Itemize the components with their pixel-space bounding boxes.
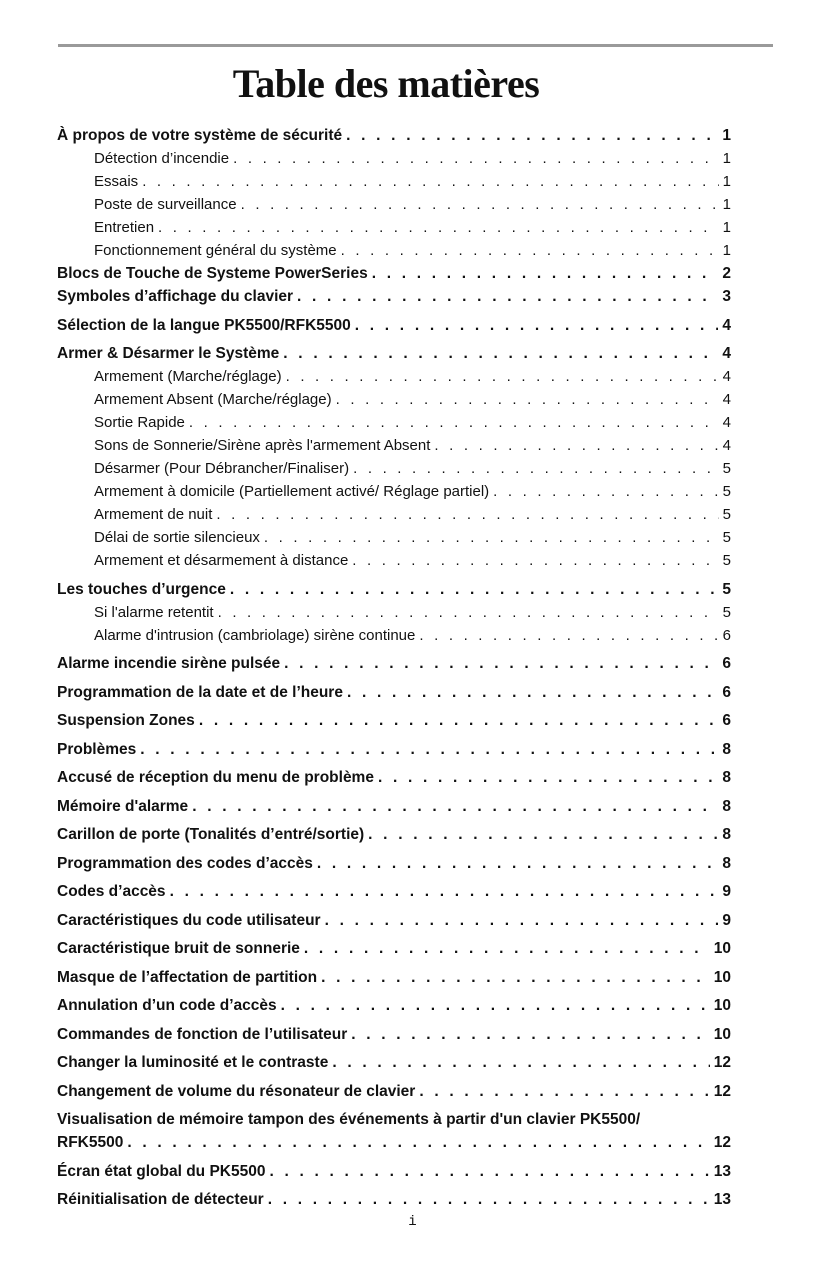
toc-entry[interactable]: [57, 738, 731, 761]
toc-entry-title: Caractéristique bruit de sonnerie: [57, 940, 300, 957]
toc-entry-wrapped[interactable]: [57, 1108, 731, 1154]
toc-entry[interactable]: [57, 1023, 731, 1046]
toc-leader-dots: [304, 937, 710, 960]
toc-entry-title: Alarme incendie sirène pulsée: [57, 655, 281, 672]
toc-leader-dots: [269, 1160, 709, 1183]
toc-leader-dots: [346, 124, 718, 147]
toc-entry-page: 12: [713, 1054, 731, 1071]
toc-entry[interactable]: [57, 1051, 731, 1074]
toc-leader-dots: [127, 1131, 709, 1154]
toc-entry[interactable]: [57, 601, 731, 624]
toc-entry-title: Programmation des codes d’accès: [57, 854, 313, 872]
toc-entry[interactable]: [57, 766, 731, 789]
toc-leader-dots: [368, 823, 718, 846]
toc-leader-dots: [325, 909, 719, 932]
toc-entry-page: 8: [722, 826, 731, 843]
toc-entry[interactable]: [57, 239, 731, 262]
toc-leader-dots: [199, 709, 719, 732]
toc-entry-page: 4: [722, 414, 731, 431]
toc-entry-title: Annulation d’un code d’accès: [57, 997, 277, 1014]
toc-entry-title: Poste de surveillance: [94, 196, 237, 213]
toc-entry-title: Entretien: [94, 219, 155, 236]
toc-leader-dots: [216, 503, 718, 526]
toc-entry-title: Programmation de la date et de l’heure: [57, 683, 343, 701]
toc-leader-dots: [189, 411, 719, 434]
page-number: i: [408, 1214, 417, 1230]
page-title: Table des matières: [232, 61, 540, 106]
toc-entry[interactable]: [57, 170, 731, 193]
toc-leader-dots: [233, 147, 719, 170]
toc-leader-dots: [264, 526, 719, 549]
toc-entry-page: 5: [722, 483, 731, 500]
toc-entry-page: 4: [722, 316, 731, 334]
toc-leader-dots: [283, 342, 718, 365]
toc-entry-page: 10: [713, 1025, 731, 1043]
toc-leader-dots: [218, 601, 719, 624]
toc-entry-page: 12: [713, 1134, 731, 1151]
toc-leader-dots: [170, 880, 719, 903]
toc-entry-title: Armement (Marche/réglage): [94, 368, 282, 385]
toc-entry-page: 8: [722, 797, 731, 815]
toc-entry-title-line1: Visualisation de mémoire tampon des événements à partir d'un clavier PK5500/: [57, 1111, 641, 1128]
toc-entry-title-line2: RFK5500: [57, 1134, 124, 1151]
toc-leader-dots: [419, 624, 718, 647]
toc-entry-page: 9: [722, 911, 731, 929]
toc-entry[interactable]: [57, 285, 731, 308]
toc-entry-page: 5: [722, 552, 731, 569]
toc-entry-page: 4: [722, 391, 731, 408]
toc-entry[interactable]: [57, 966, 731, 989]
toc-entry-page: 1: [722, 150, 731, 167]
toc-entry[interactable]: [57, 262, 731, 285]
toc-entry-title: Si l'alarme retentit: [94, 603, 214, 621]
toc-leader-dots: [317, 852, 719, 875]
toc-entry-page: 10: [713, 968, 731, 986]
toc-leader-dots: [353, 457, 719, 480]
toc-leader-dots: [297, 285, 718, 308]
toc-leader-dots: [351, 1023, 710, 1046]
toc-entry-page: 6: [722, 626, 731, 644]
toc-entry-title: Armement à domicile (Partiellement activé/ Réglage partiel): [94, 483, 490, 500]
toc-entry-page: 8: [722, 740, 731, 758]
toc-entry-title: Alarme d'intrusion (cambriolage) sirène continue: [94, 626, 416, 644]
toc-entry-page: 1: [722, 127, 731, 144]
toc-leader-dots: [241, 193, 719, 216]
toc-leader-dots: [347, 681, 718, 704]
toc-leader-dots: [352, 549, 718, 572]
toc-entry[interactable]: [57, 124, 731, 147]
toc-leader-dots: [355, 314, 719, 337]
toc-entry[interactable]: [57, 709, 731, 732]
toc-entry[interactable]: [57, 823, 731, 846]
toc-entry-title: Réinitialisation de détecteur: [57, 1191, 264, 1208]
toc-leader-dots: [142, 170, 718, 193]
toc-entry[interactable]: [57, 1160, 731, 1183]
toc-entry[interactable]: [57, 147, 731, 170]
toc-entry[interactable]: [57, 193, 731, 216]
toc-entry-title: Écran état global du PK5500: [57, 1162, 266, 1180]
toc-entry-title: Armement Absent (Marche/réglage): [94, 391, 332, 408]
toc-entry-page: 9: [722, 883, 731, 900]
toc-entry[interactable]: [57, 1080, 731, 1103]
toc-entry-title: Armement de nuit: [94, 506, 213, 523]
toc-entry[interactable]: [57, 795, 731, 818]
toc-entry-page: 5: [722, 506, 731, 523]
toc-entry[interactable]: [57, 880, 731, 903]
toc-entry-page: 4: [722, 368, 731, 385]
toc-entry[interactable]: [57, 457, 731, 480]
toc-entry-page: 10: [713, 997, 731, 1014]
toc-entry[interactable]: [57, 578, 731, 601]
table-of-contents: [57, 124, 731, 1211]
toc-entry-title: Détection d’incendie: [94, 150, 230, 167]
toc-entry-page: 5: [722, 603, 731, 621]
toc-leader-dots: [378, 766, 718, 789]
toc-tail-list: [57, 1160, 731, 1212]
toc-entry[interactable]: [57, 652, 731, 675]
toc-entry[interactable]: [57, 342, 731, 365]
toc-entry[interactable]: [57, 624, 731, 647]
toc-entry-title: Accusé de réception du menu de problème: [57, 769, 374, 786]
header-rule: [58, 44, 773, 47]
toc-entry[interactable]: [57, 480, 731, 503]
toc-entry-page: 5: [722, 580, 731, 598]
toc-entry[interactable]: [57, 526, 731, 549]
toc-entry-title: Fonctionnement général du système: [94, 242, 337, 259]
toc-entry-page: 8: [722, 769, 731, 786]
toc-entry-page: 1: [722, 173, 731, 190]
toc-entry[interactable]: [57, 994, 731, 1017]
toc-entry-page: 6: [722, 683, 731, 701]
toc-leader-dots: [140, 738, 718, 761]
toc-entry[interactable]: [57, 909, 731, 932]
toc-entry-title: Essais: [94, 173, 139, 190]
toc-entry-page: 10: [713, 940, 731, 957]
toc-leader-dots: [158, 216, 719, 239]
toc-entry-title: Blocs de Touche de Systeme PowerSeries: [57, 265, 368, 282]
toc-entry-page: 4: [722, 345, 731, 362]
toc-leader-dots: [434, 434, 718, 457]
toc-entry[interactable]: [57, 549, 731, 572]
toc-leader-dots: [321, 966, 710, 989]
toc-entry-title: À propos de votre système de sécurité: [57, 127, 343, 144]
toc-entry-title: Changement de volume du résonateur de clavier: [57, 1082, 416, 1100]
toc-entry-page: 5: [722, 529, 731, 546]
toc-entry[interactable]: [57, 365, 731, 388]
toc-entry-page: 13: [713, 1162, 731, 1180]
toc-entry[interactable]: [57, 937, 731, 960]
toc-leader-dots: [372, 262, 719, 285]
toc-leader-dots: [230, 578, 719, 601]
toc-leader-dots: [281, 994, 710, 1017]
toc-entry-title: Caractéristiques du code utilisateur: [57, 911, 321, 929]
toc-entry-page: 13: [713, 1191, 731, 1208]
toc-leader-dots: [332, 1051, 709, 1074]
toc-entry-page: 6: [722, 712, 731, 729]
toc-entry[interactable]: [57, 1188, 731, 1211]
toc-entry-page: 3: [722, 288, 731, 305]
toc-entry-title: Sélection de la langue PK5500/RFK5500: [57, 316, 351, 334]
toc-entry[interactable]: [57, 852, 731, 875]
toc-entry-title: Délai de sortie silencieux: [94, 529, 260, 546]
toc-leader-dots: [419, 1080, 709, 1103]
toc-entry-title: Commandes de fonction de l’utilisateur: [57, 1025, 348, 1043]
toc-entry-page: 2: [722, 265, 731, 282]
toc-entry[interactable]: [57, 503, 731, 526]
toc-entry-page: 5: [722, 460, 731, 477]
toc-entry-title: Suspension Zones: [57, 712, 195, 729]
toc-entry-title: Désarmer (Pour Débrancher/Finaliser): [94, 460, 350, 477]
toc-entry-title: Problèmes: [57, 740, 137, 758]
toc-main-list: [57, 124, 731, 1103]
toc-leader-dots: [286, 365, 719, 388]
toc-entry-page: 1: [722, 219, 731, 236]
toc-leader-dots: [493, 480, 718, 503]
toc-leader-dots: [336, 388, 719, 411]
toc-entry-page: 12: [713, 1082, 731, 1100]
toc-entry-title: Armement et désarmement à distance: [94, 552, 349, 569]
toc-entry-page: 6: [722, 655, 731, 672]
toc-entry[interactable]: [57, 314, 731, 337]
toc-entry-title: Mémoire d'alarme: [57, 797, 189, 815]
toc-leader-dots: [268, 1188, 710, 1211]
toc-entry-page: 1: [722, 196, 731, 213]
toc-entry-page: 1: [722, 242, 731, 259]
toc-entry-title: Sortie Rapide: [94, 414, 185, 431]
toc-entry[interactable]: [57, 388, 731, 411]
toc-entry-title: Symboles d’affichage du clavier: [57, 288, 294, 305]
toc-entry-title: Changer la luminosité et le contraste: [57, 1054, 329, 1071]
toc-entry-page: 8: [722, 854, 731, 872]
toc-entry[interactable]: [57, 216, 731, 239]
toc-entry-title: Les touches d’urgence: [57, 580, 226, 598]
toc-entry-title: Armer & Désarmer le Système: [57, 345, 280, 362]
toc-entry-page: 4: [722, 437, 731, 454]
toc-leader-dots: [192, 795, 718, 818]
toc-entry-title: Sons de Sonnerie/Sirène après l'armement Absent: [94, 437, 431, 454]
toc-leader-dots: [341, 239, 719, 262]
toc-entry[interactable]: [57, 434, 731, 457]
toc-entry-title: Codes d’accès: [57, 883, 166, 900]
toc-entry-title: Masque de l’affectation de partition: [57, 968, 318, 986]
toc-entry[interactable]: [57, 411, 731, 434]
toc-entry[interactable]: [57, 681, 731, 704]
toc-entry-line2: [57, 1131, 731, 1154]
toc-entry-title: Carillon de porte (Tonalités d’entré/sortie): [57, 826, 365, 843]
toc-leader-dots: [284, 652, 718, 675]
